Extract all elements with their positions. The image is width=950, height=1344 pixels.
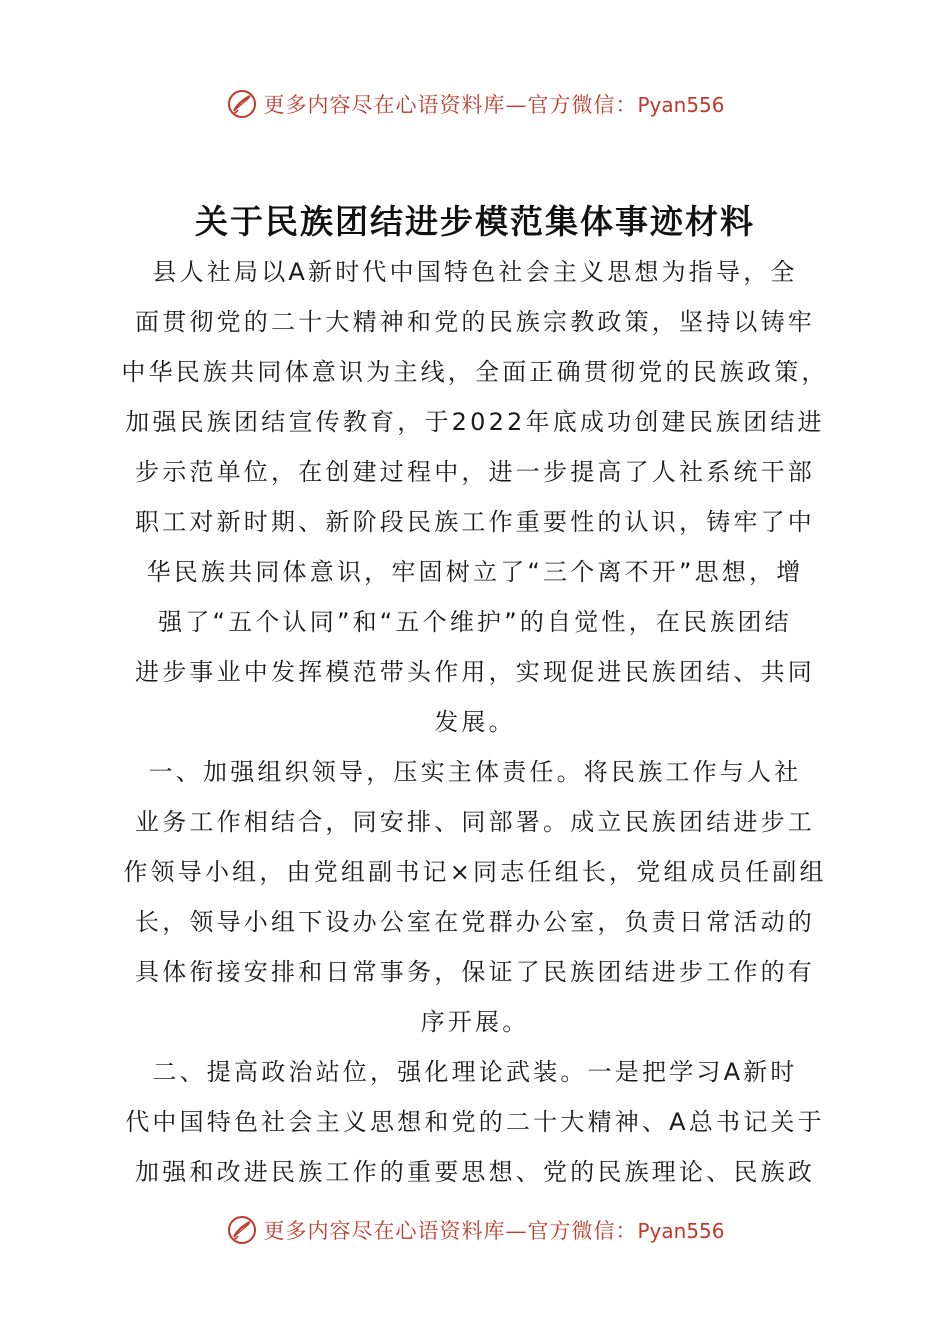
watermark-text	[263, 89, 724, 119]
pen-logo-icon	[225, 87, 259, 121]
watermark-dash: —	[505, 1219, 528, 1243]
watermark-header	[0, 82, 950, 126]
pen-logo-icon	[225, 1213, 259, 1247]
watermark-id: Pyan556	[637, 1219, 725, 1243]
body-line: 长，领导小组下设办公室在党群办公室，负责日常活动的	[135, 908, 815, 936]
watermark-text	[263, 1215, 724, 1245]
document-title: 关于民族团结进步模范集体事迹材料	[195, 202, 755, 241]
watermark-dash: —	[505, 93, 528, 117]
body-line: 业务工作相结合，同安排、同部署。成立民族团结进步工	[135, 808, 815, 836]
watermark-id: Pyan556	[637, 93, 725, 117]
body-line: 面贯彻党的二十大精神和党的民族宗教政策，坚持以铸牢	[135, 308, 815, 336]
body-line: 华民族共同体意识，牢固树立了“三个离不开”思想，增	[146, 558, 804, 586]
body-line: 具体衔接安排和日常事务，保证了民族团结进步工作的有	[135, 958, 815, 986]
watermark-main: 更多内容尽在心语资料库	[263, 93, 506, 117]
body-line: 强了“五个认同”和“五个维护”的自觉性，在民族团结	[158, 608, 792, 636]
watermark-label: 官方微信：	[527, 1219, 638, 1243]
body-line: 发展。	[434, 708, 516, 736]
body-line: 一、加强组织领导，压实主体责任。将民族工作与人社	[148, 758, 802, 786]
body-line: 加强和改进民族工作的重要思想、党的民族理论、民族政	[135, 1158, 815, 1186]
body-line: 县人社局以A新时代中国特色社会主义思想为指导，全	[152, 258, 798, 286]
watermark-footer	[0, 1208, 950, 1252]
body-line: 进步事业中发挥模范带头作用，实现促进民族团结、共同	[135, 658, 815, 686]
body-line: 作领导小组，由党组副书记×同志任组长，党组成员任副组	[123, 858, 827, 886]
watermark-main: 更多内容尽在心语资料库	[263, 1219, 506, 1243]
body-line: 加强民族团结宣传教育，于2022年底成功创建民族团结进	[125, 408, 825, 436]
body-line: 中华民族共同体意识为主线，全面正确贯彻党的民族政策，	[121, 358, 829, 386]
body-line: 二、提高政治站位，强化理论武装。一是把学习A新时	[152, 1058, 798, 1086]
body-line: 职工对新时期、新阶段民族工作重要性的认识，铸牢了中	[135, 508, 815, 536]
body-line: 步示范单位，在创建过程中，进一步提高了人社系统干部	[135, 458, 815, 486]
watermark-label: 官方微信：	[527, 93, 638, 117]
body-line: 序开展。	[420, 1008, 530, 1036]
body-line: 代中国特色社会主义思想和党的二十大精神、A总书记关于	[125, 1108, 825, 1136]
